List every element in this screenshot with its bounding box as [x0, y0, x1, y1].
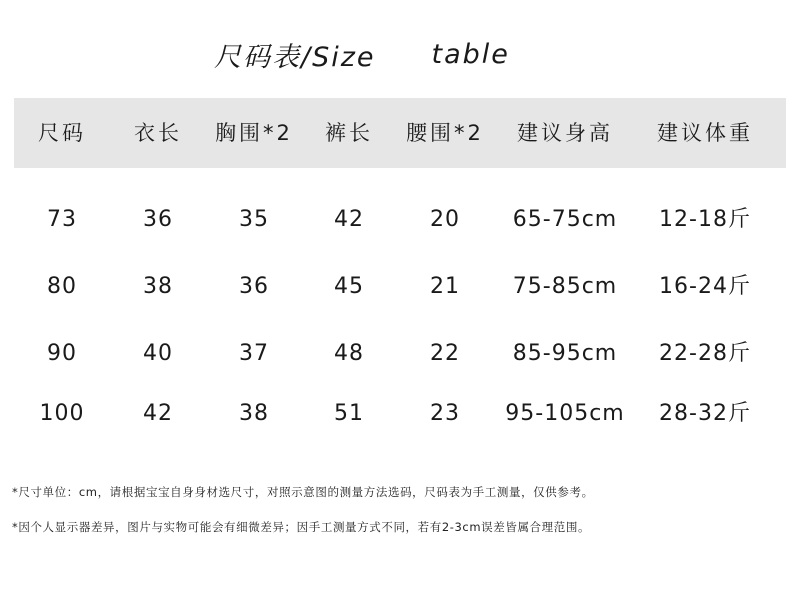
header-suggested-weight: 建议体重 [657, 121, 753, 145]
title-suffix: table [431, 38, 510, 70]
cell-suggested-height: 85-95cm [512, 341, 618, 366]
cell-suggested-weight: 16-24斤 [659, 274, 751, 299]
cell-waist: 21 [430, 274, 460, 299]
cell-pants-length: 51 [334, 401, 364, 426]
header-waist: 腰围*2 [406, 121, 484, 145]
cell-garment-length: 38 [143, 274, 173, 299]
table-row [14, 267, 786, 307]
cell-size: 80 [47, 274, 77, 299]
cell-chest: 37 [239, 341, 269, 366]
cell-pants-length: 45 [334, 274, 364, 299]
cell-suggested-weight: 22-28斤 [659, 341, 751, 366]
cell-chest: 35 [239, 207, 269, 232]
cell-size: 100 [39, 401, 85, 426]
footnote-measurement: *尺寸单位：cm，请根据宝宝自身身材选尺寸，对照示意图的测量方法选码，尺码表为手工测量，仅供参考。 [12, 485, 594, 499]
table-row [14, 334, 786, 374]
cell-suggested-weight: 28-32斤 [659, 401, 751, 426]
cell-chest: 38 [239, 401, 269, 426]
cell-garment-length: 40 [143, 341, 173, 366]
header-garment-length: 衣长 [134, 121, 182, 145]
cell-garment-length: 36 [143, 207, 173, 232]
cell-pants-length: 42 [334, 207, 364, 232]
cell-suggested-height: 65-75cm [512, 207, 618, 232]
size-chart-title [214, 34, 510, 74]
cell-waist: 23 [430, 401, 460, 426]
cell-size: 90 [47, 341, 77, 366]
cell-chest: 36 [239, 274, 269, 299]
table-row [14, 200, 786, 240]
footnote-display-difference: *因个人显示器差异，图片与实物可能会有细微差异；因手工测量方式不同，若有2-3cm误差皆属合理范围。 [12, 520, 591, 534]
cell-size: 73 [47, 207, 77, 232]
title-main: 尺码表/Size [214, 41, 376, 73]
cell-suggested-height: 75-85cm [512, 274, 618, 299]
cell-suggested-weight: 12-18斤 [659, 207, 751, 232]
header-suggested-height: 建议身高 [517, 121, 613, 145]
header-chest: 胸围*2 [215, 121, 293, 145]
cell-waist: 22 [430, 341, 460, 366]
cell-waist: 20 [430, 207, 460, 232]
header-pants-length: 裤长 [325, 121, 373, 145]
header-size: 尺码 [38, 121, 86, 145]
cell-garment-length: 42 [143, 401, 173, 426]
table-header [14, 98, 786, 168]
cell-suggested-height: 95-105cm [505, 401, 625, 426]
table-row [14, 394, 786, 434]
cell-pants-length: 48 [334, 341, 364, 366]
